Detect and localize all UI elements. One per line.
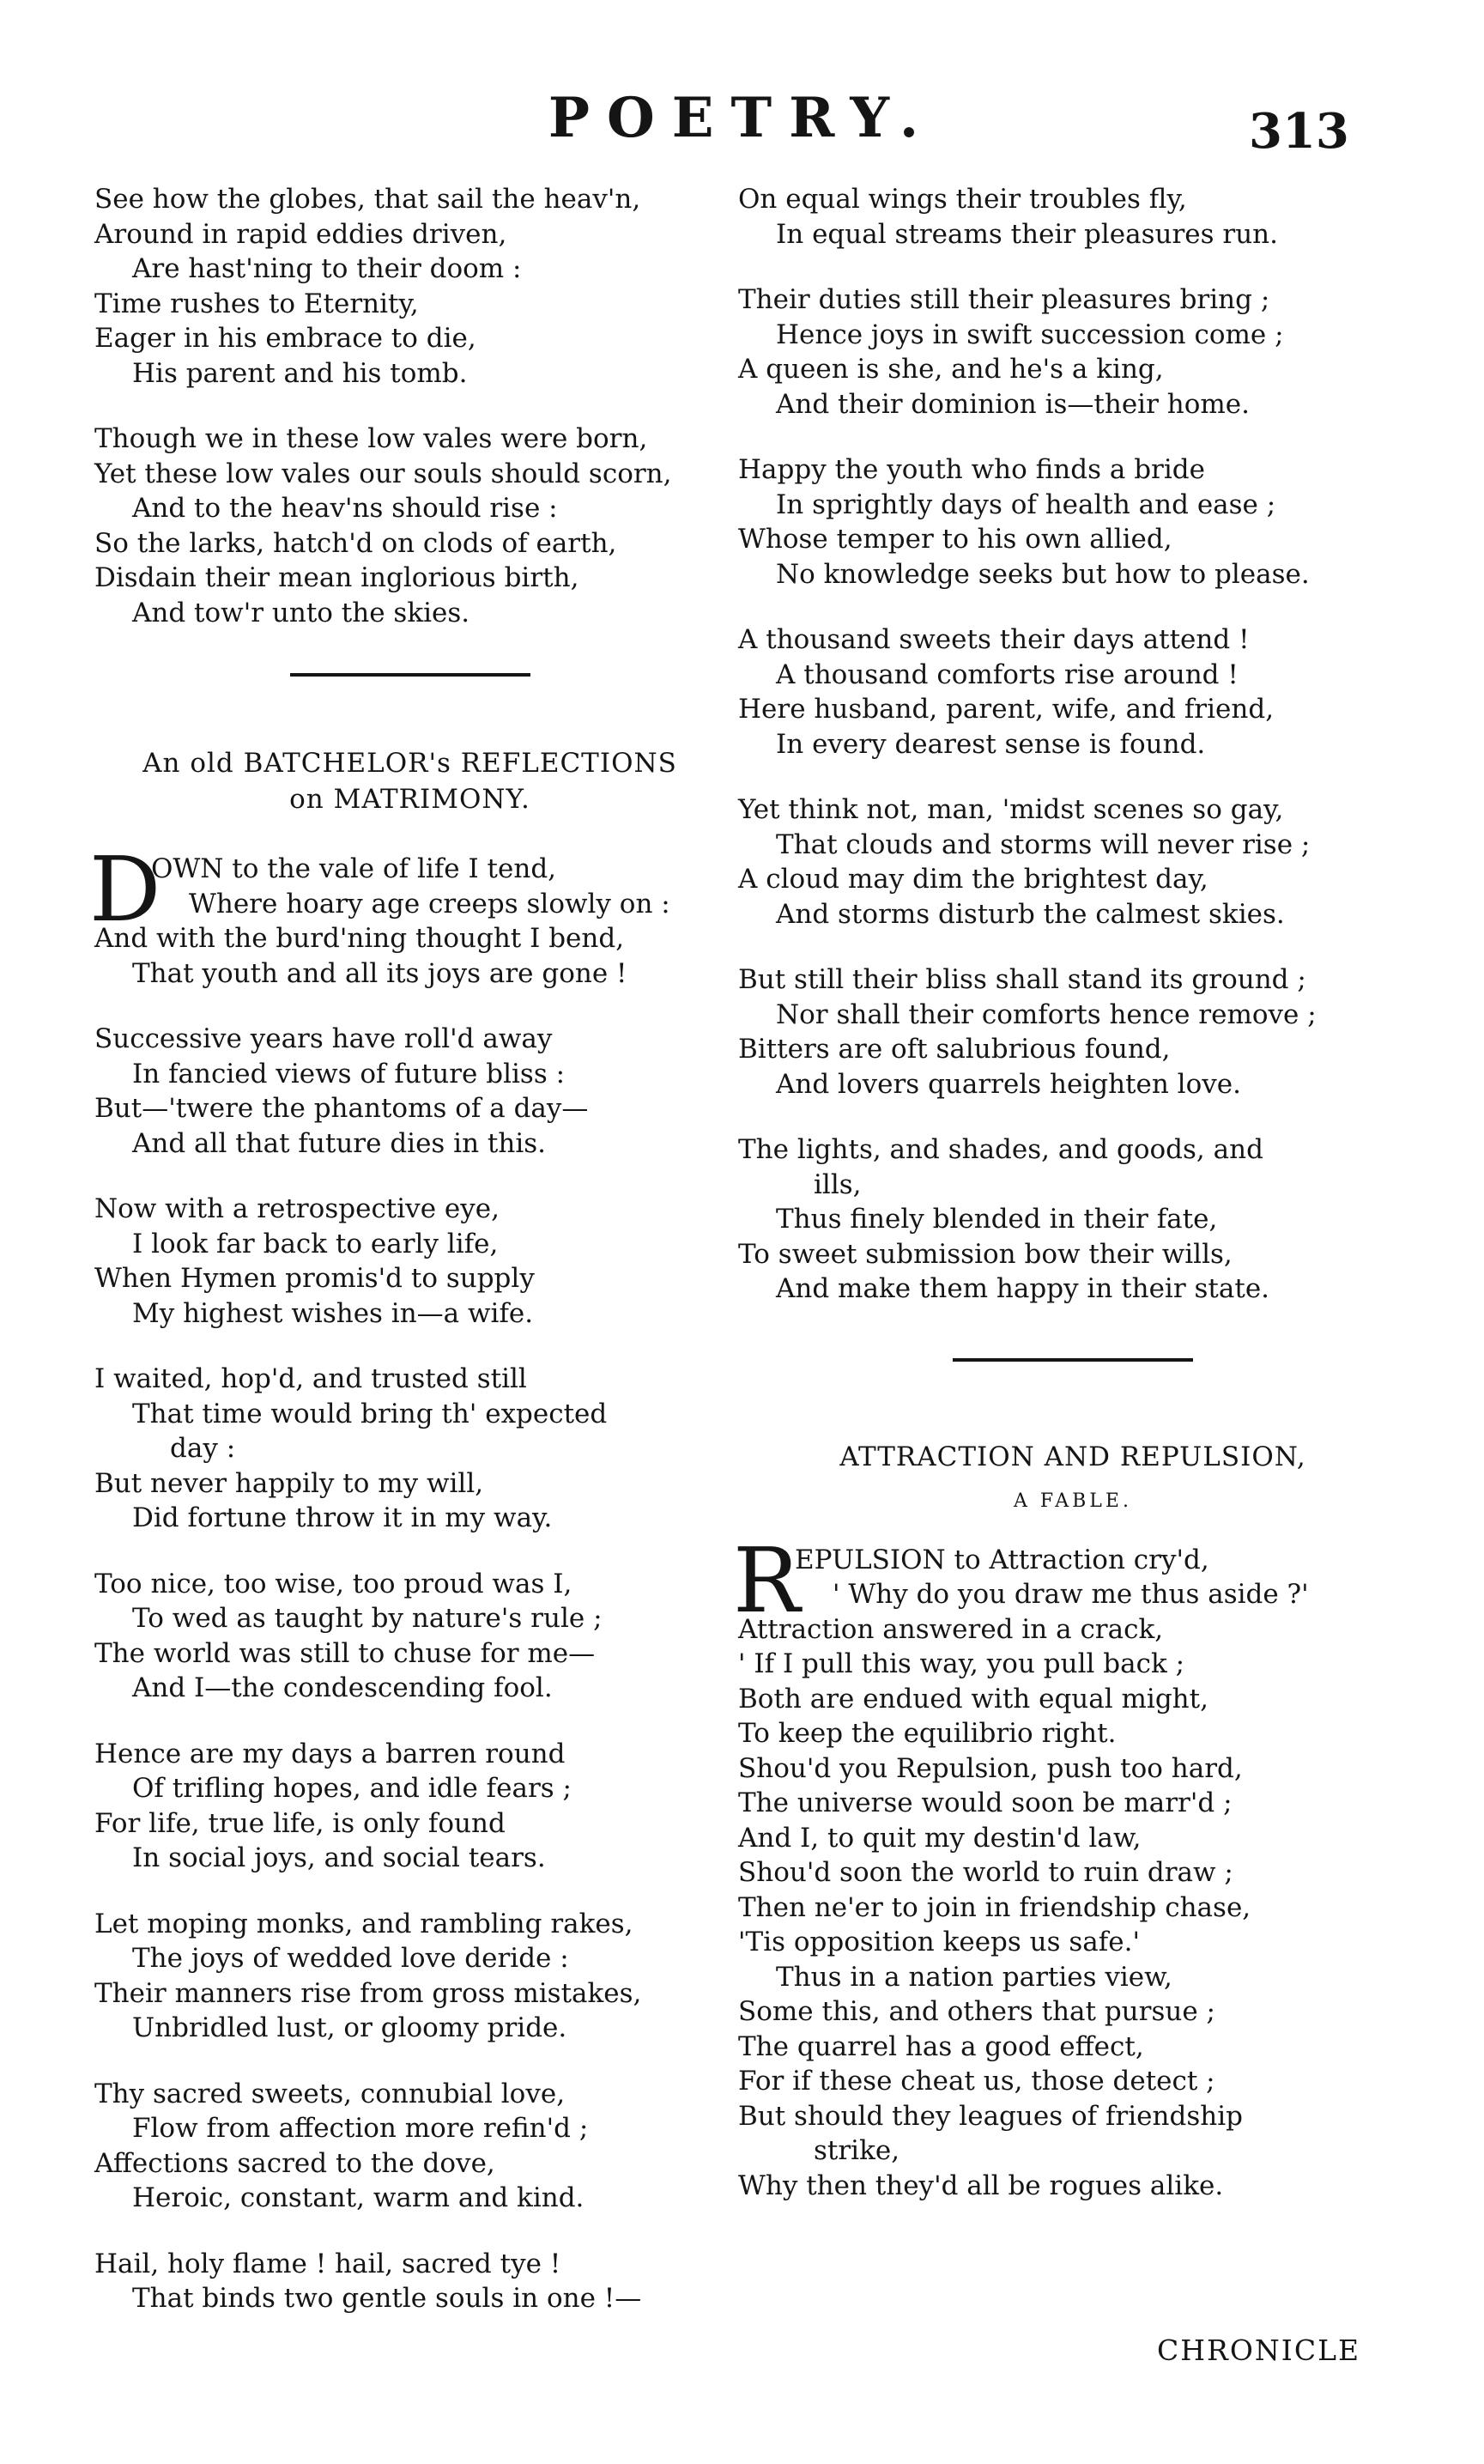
verse-line: But never happily to my will, — [94, 1467, 484, 1499]
verse-line: Yet these low vales our souls should scorn, — [94, 458, 672, 489]
poem-title: ATTRACTION AND REPULSION, — [839, 1441, 1306, 1472]
verse-line: Thy sacred sweets, connubial love, — [94, 2078, 566, 2109]
verse-line: Heroic, constant, warm and kind. — [132, 2182, 585, 2213]
verse-line: Time rushes to Eternity, — [94, 288, 419, 319]
verse-line: Hence joys in swift succession come ; — [776, 319, 1284, 350]
verse-line: The joys of wedded love deride : — [132, 1943, 569, 1974]
verse-line: In equal streams their pleasures run. — [776, 218, 1278, 250]
verse-line: My highest wishes in—a wife. — [132, 1297, 534, 1329]
verse-line: day : — [170, 1433, 236, 1464]
verse-line: The quarrel has a good effect, — [738, 2030, 1144, 2062]
verse-line: That binds two gentle souls in one !— — [132, 2283, 642, 2314]
verse-line: See how the globes, that sail the heav'n, — [94, 184, 641, 215]
stanza — [94, 1737, 725, 1876]
verse-line: But should they leagues of friendship — [738, 2100, 1243, 2132]
verse-line: Bitters are oft salubrious found, — [738, 1034, 1171, 1065]
verse-line: EPULSION to Attraction cry'd, — [795, 1544, 1209, 1575]
verse-line: In social joys, and social tears. — [132, 1842, 546, 1873]
verse-line: Some this, and others that pursue ; — [738, 1996, 1215, 2027]
stanza — [738, 962, 1408, 1102]
verse-line: ills, — [814, 1168, 862, 1200]
verse-line: And storms disturb the calmest skies. — [776, 898, 1285, 930]
verse-line: That youth and all its joys are gone ! — [132, 957, 627, 989]
verse-line: His parent and his tomb. — [132, 357, 468, 389]
verse-line: And to the heav'ns should rise : — [132, 493, 558, 524]
verse-line: Successive years have roll'd away — [94, 1023, 553, 1054]
stanza — [738, 282, 1408, 422]
verse-line: That clouds and storms will never rise ; — [776, 828, 1311, 860]
verse-line: ' Why do you draw me thus aside ?' — [833, 1579, 1309, 1610]
verse-line: Though we in these low vales were born, — [94, 423, 648, 454]
verse-line: Nor shall their comforts hence remove ; — [776, 998, 1317, 1030]
verse-line: Shou'd soon the world to ruin draw ; — [738, 1857, 1233, 1888]
verse-line: Hence are my days a barren round — [94, 1738, 566, 1769]
stanza — [738, 452, 1408, 592]
verse-line: To wed as taught by nature's rule ; — [132, 1603, 603, 1634]
stanza — [94, 2247, 725, 2316]
stanza — [94, 1907, 725, 2046]
verse-line: Are hast'ning to their doom : — [132, 253, 522, 284]
verse-line: And with the burd'ning thought I bend, — [94, 923, 625, 954]
running-head: POETRY. — [548, 86, 936, 150]
verse-line: In fancied views of future bliss : — [132, 1058, 566, 1089]
stanza — [733, 1527, 1408, 2204]
verse-line: A cloud may dim the brightest day, — [738, 864, 1208, 895]
verse-line: In sprightly days of health and ease ; — [776, 489, 1276, 520]
verse-line: The world was still to chuse for me— — [94, 1637, 596, 1669]
stanza — [94, 1567, 725, 1706]
stanza — [94, 1192, 725, 1331]
stanza — [738, 622, 1408, 762]
verse-line: Did fortune throw it in my way. — [132, 1502, 553, 1533]
verse-line: Unbridled lust, or gloomy pride. — [132, 2012, 567, 2043]
verse-line: Attraction answered in a crack, — [738, 1613, 1164, 1645]
verse-line: I waited, hop'd, and trusted still — [94, 1363, 527, 1394]
verse-line: Now with a retrospective eye, — [94, 1193, 500, 1224]
section-divider — [290, 673, 530, 677]
verse-line: On equal wings their troubles fly, — [738, 184, 1187, 215]
verse-line: Around in rapid eddies driven, — [94, 218, 507, 250]
page-number: 313 — [1249, 103, 1349, 160]
verse-line: Happy the youth who finds a bride — [738, 454, 1205, 485]
verse-line: And make them happy in their state. — [776, 1273, 1270, 1304]
left-column — [89, 182, 725, 2347]
verse-line: A thousand sweets their days attend ! — [738, 624, 1250, 655]
verse-line: Thus in a nation parties view, — [776, 1961, 1172, 1993]
verse-line: To sweet submission bow their wills, — [738, 1238, 1233, 1270]
verse-line: Too nice, too wise, too proud was I, — [94, 1568, 572, 1599]
verse-line: Hail, holy flame ! hail, sacred tye ! — [94, 2248, 561, 2279]
verse-line: No knowledge seeks but how to please. — [776, 558, 1310, 590]
poem-title — [94, 745, 725, 817]
right-column — [733, 182, 1408, 2234]
poem-title-line-2: on MATRIMONY. — [289, 784, 530, 815]
verse-line: Yet think not, man, 'midst scenes so gay, — [738, 794, 1284, 825]
verse-line: But—'twere the phantoms of a day— — [94, 1093, 589, 1124]
verse-line: And I—the condescending fool. — [132, 1672, 553, 1703]
stanza — [94, 2077, 725, 2216]
stanza — [94, 422, 725, 630]
stanza — [738, 792, 1408, 932]
verse-line: Let moping monks, and rambling rakes, — [94, 1908, 633, 1939]
verse-line: Then ne'er to join in friendship chase, — [738, 1891, 1251, 1923]
verse-line: ' If I pull this way, you pull back ; — [738, 1648, 1185, 1679]
verse-line: Here husband, parent, wife, and friend, — [738, 694, 1275, 725]
section-divider — [953, 1358, 1193, 1362]
verse-line: Of trifling hopes, and idle fears ; — [132, 1773, 572, 1804]
verse-line: When Hymen promis'd to supply — [94, 1263, 535, 1294]
verse-line: That time would bring th' expected — [132, 1398, 608, 1429]
verse-line: Disdain their mean inglorious birth, — [94, 562, 579, 593]
verse-line: Their duties still their pleasures bring ; — [738, 284, 1270, 315]
verse-line: Their manners rise from gross mistakes, — [94, 1977, 642, 2009]
verse-line: Both are endued with equal might, — [738, 1683, 1208, 1714]
verse-line: Thus finely blended in their fate, — [776, 1204, 1218, 1235]
stanza — [738, 182, 1408, 252]
stanza — [94, 1022, 725, 1161]
stanza — [89, 837, 725, 991]
verse-line: For if these cheat us, those detect ; — [738, 2066, 1215, 2097]
verse-line: I look far back to early life, — [132, 1228, 499, 1259]
verse-line: So the larks, hatch'd on clods of earth, — [94, 527, 617, 559]
drop-cap: D — [89, 837, 161, 942]
drop-cap: R — [733, 1527, 801, 1633]
verse-line: Flow from affection more refin'd ; — [132, 2113, 589, 2144]
verse-line: And all that future dies in this. — [132, 1127, 547, 1159]
stanza — [738, 1132, 1408, 1307]
verse-line: 'Tis opposition keeps us safe.' — [738, 1927, 1140, 1957]
verse-line: Eager in his embrace to die, — [94, 323, 476, 354]
verse-line: Whose temper to his own allied, — [738, 524, 1172, 555]
verse-line: Where hoary age creeps slowly on : — [189, 888, 670, 919]
verse-line: Shou'd you Repulsion, push too hard, — [738, 1752, 1243, 1784]
verse-line: To keep the equilibrio right. — [738, 1718, 1117, 1749]
verse-line: For life, true life, is only found — [94, 1807, 506, 1839]
catchword: CHRONICLE — [1157, 2334, 1361, 2367]
verse-line: And tow'r unto the skies. — [132, 597, 470, 628]
verse-line: OWN to the vale of life I tend, — [151, 853, 557, 884]
verse-line: Affections sacred to the dove, — [94, 2147, 495, 2179]
poem-title-line-1: An old BATCHELOR's REFLECTIONS — [142, 748, 677, 779]
verse-line: And lovers quarrels heighten love. — [776, 1068, 1241, 1100]
verse-line: And I, to quit my destin'd law, — [738, 1822, 1142, 1854]
verse-line: A thousand comforts rise around ! — [776, 658, 1239, 690]
verse-line: Why then they'd all be rogues alike. — [738, 2170, 1224, 2201]
verse-line: The universe would soon be marr'd ; — [738, 1787, 1233, 1818]
verse-line: The lights, and shades, and goods, and — [738, 1134, 1263, 1165]
verse-line: But still their bliss shall stand its ground ; — [738, 964, 1306, 995]
verse-line: And their dominion is—their home. — [776, 388, 1250, 420]
stanza — [94, 1362, 725, 1536]
poem-subtitle: A FABLE. — [1014, 1490, 1132, 1512]
stanza — [94, 182, 725, 391]
verse-line: strike, — [814, 2135, 900, 2166]
verse-line: A queen is she, and he's a king, — [738, 354, 1164, 385]
verse-line: In every dearest sense is found. — [776, 728, 1206, 760]
